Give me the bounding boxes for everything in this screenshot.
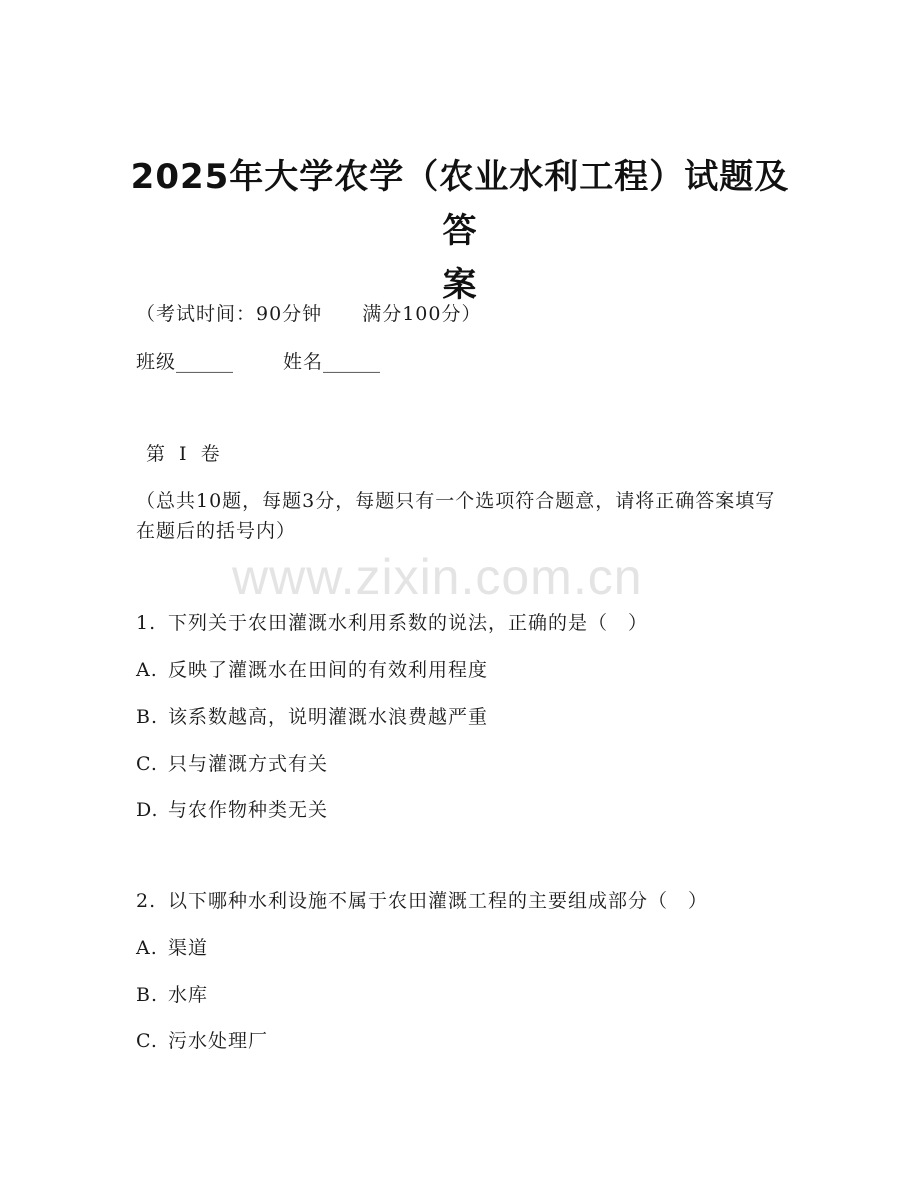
option-text: 渠道 — [168, 937, 209, 959]
question-text: 下列关于农田灌溉水利用系数的说法，正确的是（ ） — [168, 612, 649, 634]
question-1-option-b — [136, 703, 488, 731]
option-letter: B. — [136, 706, 159, 728]
exam-time: （考试时间：90分钟 — [136, 303, 323, 325]
question-text: 以下哪种水利设施不属于农田灌溉工程的主要组成部分（ ） — [168, 890, 709, 912]
class-name-row — [136, 348, 380, 376]
document-title — [120, 150, 800, 312]
question-1-stem — [136, 609, 648, 637]
class-label: 班级 — [136, 351, 177, 373]
full-score: 满分100分） — [362, 303, 482, 325]
option-letter: A. — [136, 937, 158, 959]
exam-info — [136, 300, 481, 328]
option-text: 该系数越高，说明灌溉水浪费越严重 — [168, 706, 489, 728]
option-text: 水库 — [168, 984, 209, 1006]
option-text: 反映了灌溉水在田间的有效利用程度 — [168, 659, 489, 681]
section-instruction: （总共10题，每题3分，每题只有一个选项符合题意，请将正确答案填写在题后的括号内） — [136, 490, 776, 542]
option-text: 只与灌溉方式有关 — [168, 753, 329, 775]
option-letter: B. — [136, 984, 159, 1006]
option-letter: D. — [136, 799, 159, 821]
section-title: 第 I 卷 — [146, 443, 224, 465]
question-2-stem — [136, 887, 708, 915]
class-blank: ______ — [176, 351, 234, 373]
question-1-option-a — [136, 656, 488, 684]
option-text: 污水处理厂 — [168, 1030, 269, 1052]
question-2-option-b — [136, 981, 208, 1009]
question-2-option-c — [136, 1027, 268, 1055]
question-2-option-a — [136, 934, 208, 962]
watermark: www.zixin.com.cn — [232, 549, 643, 605]
question-number: 1. — [136, 612, 157, 634]
name-blank: ______ — [323, 351, 381, 373]
option-letter: C. — [136, 1030, 158, 1052]
question-number: 2. — [136, 890, 157, 912]
title-line-2: 案 — [442, 265, 478, 305]
name-label: 姓名 — [283, 351, 324, 373]
option-letter: C. — [136, 753, 158, 775]
question-1-option-d — [136, 796, 328, 824]
option-letter: A. — [136, 659, 158, 681]
title-line-1: 2025年大学农学（农业水利工程）试题及答 — [130, 157, 790, 251]
option-text: 与农作物种类无关 — [168, 799, 329, 821]
question-1-option-c — [136, 750, 328, 778]
